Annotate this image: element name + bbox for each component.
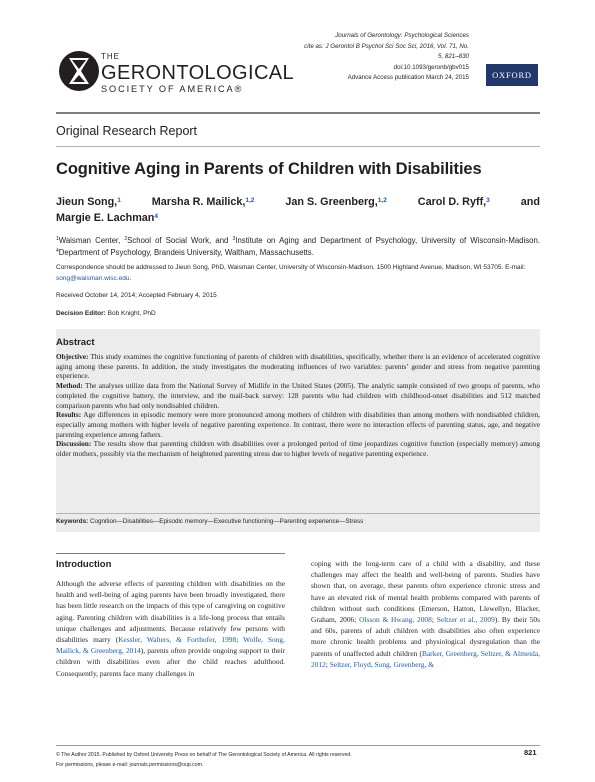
citation-link[interactable]: Kessler, Walters, & Forthofer, 1998: [118, 635, 237, 645]
abstract-body: [56, 352, 540, 459]
logo-text-society: SOCIETY OF AMERICA®: [101, 84, 244, 94]
society-logo: [57, 46, 302, 98]
header-rule: [56, 112, 540, 114]
author: Carol D. Ryff,$^3$: [417, 196, 490, 208]
journal-metadata: [300, 31, 469, 84]
journal-name: Journals of Gerontology: Psychological Sciences: [335, 32, 469, 39]
logo-text-gerontological: GERONTOLOGICAL: [101, 62, 295, 84]
abstract-results: Results: Age differences in episodic memory were more pronounced among mothers of children with disabilities than among mothers with nondisabled children, especially among mothers with higher levels of negative parenting experience. In contrast, there were no interaction effects of parenting status, age, and negative parenting experience among fathers.: [56, 410, 540, 439]
correspondence: Correspondence should be addressed to Jieun Song, PhD, Waisman Center, University of Wisconsin-Madison, 1500 Highland Avenue, Madison, WI 53705. E-mail: song@waisman.wisc.edu.: [56, 264, 526, 282]
citation-link[interactable]: Barker, Greenberg, Seltzer, & Almeida, 2012: [311, 648, 540, 669]
abstract-discussion: Discussion: The results show that parenting children with disabilities over a prolonged period of time jeopardizes cognitive function (especially memory) among older mothers, possibly via the mechanism of heightened parenting stress due to higher levels of negative parenting experience.: [56, 439, 540, 459]
authors-line-2: Margie E. Lachman$^4$: [56, 212, 159, 224]
article-title: Cognitive Aging in Parents of Children with Disabilities: [56, 160, 482, 178]
oxford-badge: OXFORD: [486, 64, 538, 86]
abstract-heading: Abstract: [56, 337, 95, 348]
affiliations: $^1$Waisman Center, $^2$School of Social Work, and $^3$Institute on Aging and Department of Psychology, University of Wisconsin-Madison. $^4$Department of Psychology, Brandeis University, Waltham, Massachusetts.: [56, 236, 540, 257]
logo-text-the: THE: [101, 52, 120, 61]
advance-access: Advance Access publication March 24, 2015: [347, 74, 469, 81]
section-rule: [56, 553, 285, 554]
author: Marsha R. Mailick,$^{1,2}$: [151, 196, 255, 208]
article-type: Original Research Report: [56, 124, 198, 138]
copyright-notice: © The Author 2015. Published by Oxford University Press on behalf of The Gerontological Society of America. All rights reserved.: [56, 752, 352, 758]
author-conjunction: and: [520, 196, 540, 208]
received-dates: Received October 14, 2014; Accepted February 4, 2015: [56, 292, 217, 299]
footer-notice: [56, 750, 352, 770]
title-rule: [56, 146, 540, 147]
introduction-heading: Introduction: [56, 559, 112, 570]
gsa-logo-graphic: [57, 46, 302, 98]
doi[interactable]: doi:10.1093/geronb/gbv015: [393, 63, 469, 71]
decision-editor: Decision Editor: Bob Knight, PhD: [56, 310, 156, 317]
citation-link[interactable]: Olsson & Hwang, 2008: [359, 615, 432, 625]
citation-link[interactable]: Wolfe, Song, Mailick, & Greenberg, 2014: [56, 635, 285, 656]
keywords-rule: [56, 513, 540, 514]
email-link[interactable]: song@waisman.wisc.edu: [56, 274, 130, 282]
citation-link[interactable]: Seltzer et al., 2009: [436, 615, 495, 625]
author-list: [56, 194, 540, 226]
cite-line: cite as: J Gerontol B Psychol Sci Soc Sci, 2016, Vol. 71, No. 5, 821–830: [304, 42, 469, 60]
body-column-left: Although the adverse effects of parenting children with disabilities on the health and well-being of aging parents have been broadly investigated, there has been little research on the impacts of this type of caregiving on cognitive aging. Parenting children with disabilities is a life-long process that entails unique challenges and adjustments. Because relatively few persons with disabilities marry (Kessler, Walters, & Forthofer, 1998; Wolfe, Song, Mailick, & Greenberg, 2014), parents often provide ongoing support to their children with disabilities even after the child reaches adulthood. Consequently, parents face many challenges in: [56, 579, 285, 678]
author: Jan S. Greenberg,$^{1,2}$: [285, 196, 387, 208]
keywords: Keywords: Cognition—Disabilities—Episodic memory—Executive functioning—Parenting experience—Stress: [56, 518, 364, 525]
abstract-objective: Objective: This study examines the cognitive functioning of parents of children with disabilities, specifically, whether there is an evidence of accelerated cognitive aging among these parents. In addition, the study investigates the moderating influences of two variables: parents’ gender and stress from negative parenting experience.: [56, 352, 540, 381]
authors-line-1: [56, 194, 540, 210]
permissions-notice: For permissions, please e-mail: journals.permissions@oup.com.: [56, 762, 204, 768]
body-column-right: coping with the long-term care of a child with a disability, and these challenges may affect the health and well-being of parents. Studies have shown that, on average, these parents often experience chronic stress and have an elevated risk of mental health problems compared with parents of children without such conditions (Emerson, Hatton, Llewellyn, Blacker, Graham, 2006; Olsson & Hwang, 2008; Seltzer et al., 2009). By their 50s and 60s, parents of adult children with disabilities also often experience more chronic health problems and physiological dysregulation than the parents of unaffected adult children (Barker, Greenberg, Seltzer, & Almeida, 2012; Seltzer, Floyd, Song, Greenberg, &: [311, 559, 540, 669]
abstract-method: Method: The analyses utilize data from the National Survey of Midlife in the United States (2005). The analytic sample consisted of two groups of parents, who completed the cognitive battery, the interview, and the mail-back survey: 128 parents who had children with childhood-onset disabilities and 512 matched comparison parents who had only nondisabled children.: [56, 381, 540, 410]
citation-link[interactable]: Seltzer, Floyd, Song, Greenberg, &: [329, 659, 434, 669]
author: Jieun Song,$^1$: [56, 196, 121, 208]
page-number: 821: [524, 748, 537, 757]
footer-rule: [56, 745, 540, 746]
